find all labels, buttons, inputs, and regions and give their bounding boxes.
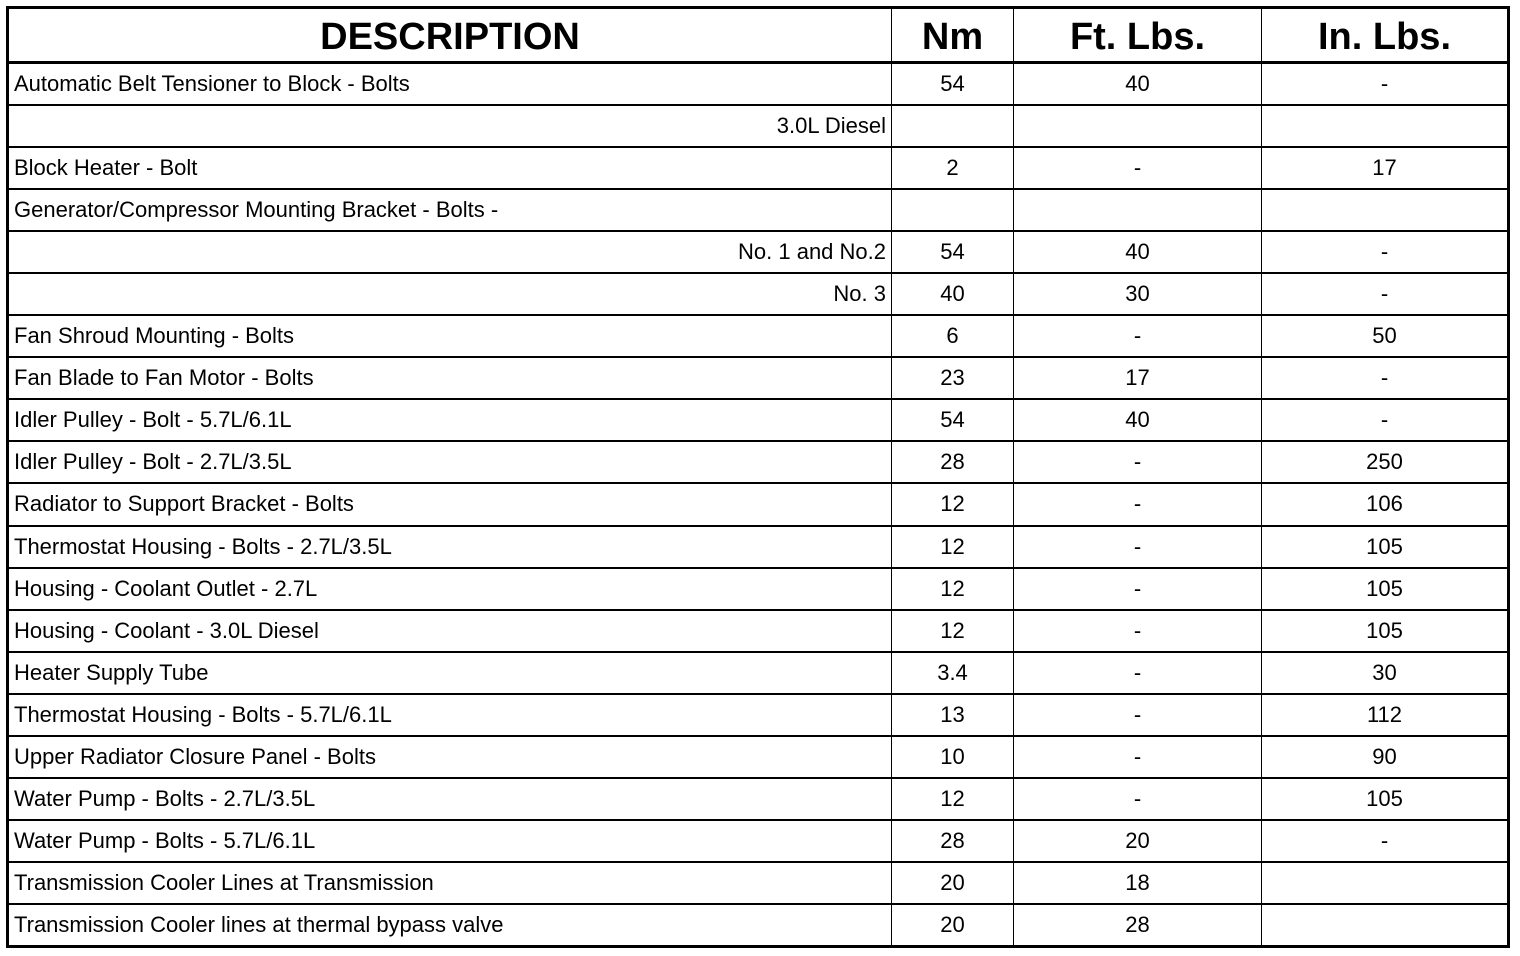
- cell-ft-lbs: -: [1014, 652, 1262, 694]
- table-row: [8, 778, 1509, 820]
- cell-description: Radiator to Support Bracket - Bolts: [8, 483, 892, 525]
- cell-in-lbs: 105: [1262, 568, 1509, 610]
- table-row: [8, 147, 1509, 189]
- cell-ft-lbs: -: [1014, 526, 1262, 568]
- cell-in-lbs: [1262, 189, 1509, 231]
- cell-description: Block Heater - Bolt: [8, 147, 892, 189]
- cell-in-lbs: 90: [1262, 736, 1509, 778]
- table-row: [8, 483, 1509, 525]
- table-row: [8, 904, 1509, 947]
- cell-ft-lbs: 17: [1014, 357, 1262, 399]
- table-body: [8, 63, 1509, 947]
- cell-nm: 12: [892, 526, 1014, 568]
- cell-in-lbs: 250: [1262, 441, 1509, 483]
- cell-description: Idler Pulley - Bolt - 2.7L/3.5L: [8, 441, 892, 483]
- cell-nm: 12: [892, 483, 1014, 525]
- cell-ft-lbs: -: [1014, 694, 1262, 736]
- cell-nm: 20: [892, 862, 1014, 904]
- header-description: DESCRIPTION: [8, 8, 892, 63]
- table-row: [8, 105, 1509, 147]
- table-row: [8, 399, 1509, 441]
- cell-ft-lbs: 30: [1014, 273, 1262, 315]
- cell-nm: 2: [892, 147, 1014, 189]
- header-row: [8, 8, 1509, 63]
- cell-description: Housing - Coolant - 3.0L Diesel: [8, 610, 892, 652]
- cell-ft-lbs: -: [1014, 147, 1262, 189]
- cell-ft-lbs: -: [1014, 441, 1262, 483]
- table-row: [8, 63, 1509, 106]
- cell-ft-lbs: -: [1014, 736, 1262, 778]
- cell-nm: 6: [892, 315, 1014, 357]
- cell-in-lbs: -: [1262, 273, 1509, 315]
- cell-nm: 12: [892, 610, 1014, 652]
- cell-nm: 10: [892, 736, 1014, 778]
- cell-ft-lbs: 18: [1014, 862, 1262, 904]
- cell-nm: 12: [892, 778, 1014, 820]
- cell-in-lbs: 17: [1262, 147, 1509, 189]
- table-row: [8, 694, 1509, 736]
- table-row: [8, 610, 1509, 652]
- cell-nm: 40: [892, 273, 1014, 315]
- cell-description: Heater Supply Tube: [8, 652, 892, 694]
- cell-in-lbs: 105: [1262, 778, 1509, 820]
- cell-description: Fan Blade to Fan Motor - Bolts: [8, 357, 892, 399]
- table-row: [8, 652, 1509, 694]
- cell-in-lbs: [1262, 862, 1509, 904]
- cell-ft-lbs: -: [1014, 568, 1262, 610]
- cell-in-lbs: 105: [1262, 610, 1509, 652]
- cell-description: Thermostat Housing - Bolts - 2.7L/3.5L: [8, 526, 892, 568]
- table-row: [8, 315, 1509, 357]
- table-row: [8, 441, 1509, 483]
- cell-in-lbs: 105: [1262, 526, 1509, 568]
- cell-description: Water Pump - Bolts - 5.7L/6.1L: [8, 820, 892, 862]
- cell-in-lbs: -: [1262, 357, 1509, 399]
- header-nm: Nm: [892, 8, 1014, 63]
- cell-ft-lbs: 40: [1014, 399, 1262, 441]
- cell-in-lbs: -: [1262, 399, 1509, 441]
- cell-description: Automatic Belt Tensioner to Block - Bolts: [8, 63, 892, 106]
- cell-description: Water Pump - Bolts - 2.7L/3.5L: [8, 778, 892, 820]
- cell-ft-lbs: -: [1014, 315, 1262, 357]
- table-row: [8, 736, 1509, 778]
- torque-spec-table: [6, 6, 1510, 948]
- table-row: [8, 526, 1509, 568]
- cell-nm: [892, 189, 1014, 231]
- header-ft-lbs: Ft. Lbs.: [1014, 8, 1262, 63]
- cell-nm: 28: [892, 820, 1014, 862]
- cell-in-lbs: 106: [1262, 483, 1509, 525]
- cell-nm: 28: [892, 441, 1014, 483]
- cell-in-lbs: [1262, 904, 1509, 947]
- cell-ft-lbs: -: [1014, 483, 1262, 525]
- table-row: [8, 189, 1509, 231]
- cell-in-lbs: 50: [1262, 315, 1509, 357]
- table-row: [8, 273, 1509, 315]
- cell-ft-lbs: 40: [1014, 63, 1262, 106]
- cell-in-lbs: -: [1262, 231, 1509, 273]
- cell-in-lbs: 112: [1262, 694, 1509, 736]
- cell-ft-lbs: [1014, 105, 1262, 147]
- cell-nm: 13: [892, 694, 1014, 736]
- table-row: [8, 231, 1509, 273]
- cell-ft-lbs: 40: [1014, 231, 1262, 273]
- cell-description: Generator/Compressor Mounting Bracket - Bolts -: [8, 189, 892, 231]
- cell-description: Upper Radiator Closure Panel - Bolts: [8, 736, 892, 778]
- cell-description: Thermostat Housing - Bolts - 5.7L/6.1L: [8, 694, 892, 736]
- cell-nm: 54: [892, 231, 1014, 273]
- cell-nm: 12: [892, 568, 1014, 610]
- cell-description: Housing - Coolant Outlet - 2.7L: [8, 568, 892, 610]
- table-row: [8, 568, 1509, 610]
- cell-description: Fan Shroud Mounting - Bolts: [8, 315, 892, 357]
- table-header: [8, 8, 1509, 63]
- cell-nm: 3.4: [892, 652, 1014, 694]
- cell-in-lbs: 30: [1262, 652, 1509, 694]
- cell-ft-lbs: 28: [1014, 904, 1262, 947]
- cell-ft-lbs: -: [1014, 610, 1262, 652]
- cell-description: 3.0L Diesel: [8, 105, 892, 147]
- cell-nm: 20: [892, 904, 1014, 947]
- cell-nm: [892, 105, 1014, 147]
- cell-in-lbs: -: [1262, 63, 1509, 106]
- cell-description: No. 1 and No.2: [8, 231, 892, 273]
- table-row: [8, 820, 1509, 862]
- cell-in-lbs: -: [1262, 820, 1509, 862]
- cell-ft-lbs: -: [1014, 778, 1262, 820]
- cell-description: Transmission Cooler Lines at Transmission: [8, 862, 892, 904]
- cell-in-lbs: [1262, 105, 1509, 147]
- header-in-lbs: In. Lbs.: [1262, 8, 1509, 63]
- cell-ft-lbs: 20: [1014, 820, 1262, 862]
- cell-description: Idler Pulley - Bolt - 5.7L/6.1L: [8, 399, 892, 441]
- cell-ft-lbs: [1014, 189, 1262, 231]
- table-row: [8, 862, 1509, 904]
- cell-description: No. 3: [8, 273, 892, 315]
- cell-nm: 54: [892, 63, 1014, 106]
- cell-nm: 23: [892, 357, 1014, 399]
- table-row: [8, 357, 1509, 399]
- cell-nm: 54: [892, 399, 1014, 441]
- cell-description: Transmission Cooler lines at thermal bypass valve: [8, 904, 892, 947]
